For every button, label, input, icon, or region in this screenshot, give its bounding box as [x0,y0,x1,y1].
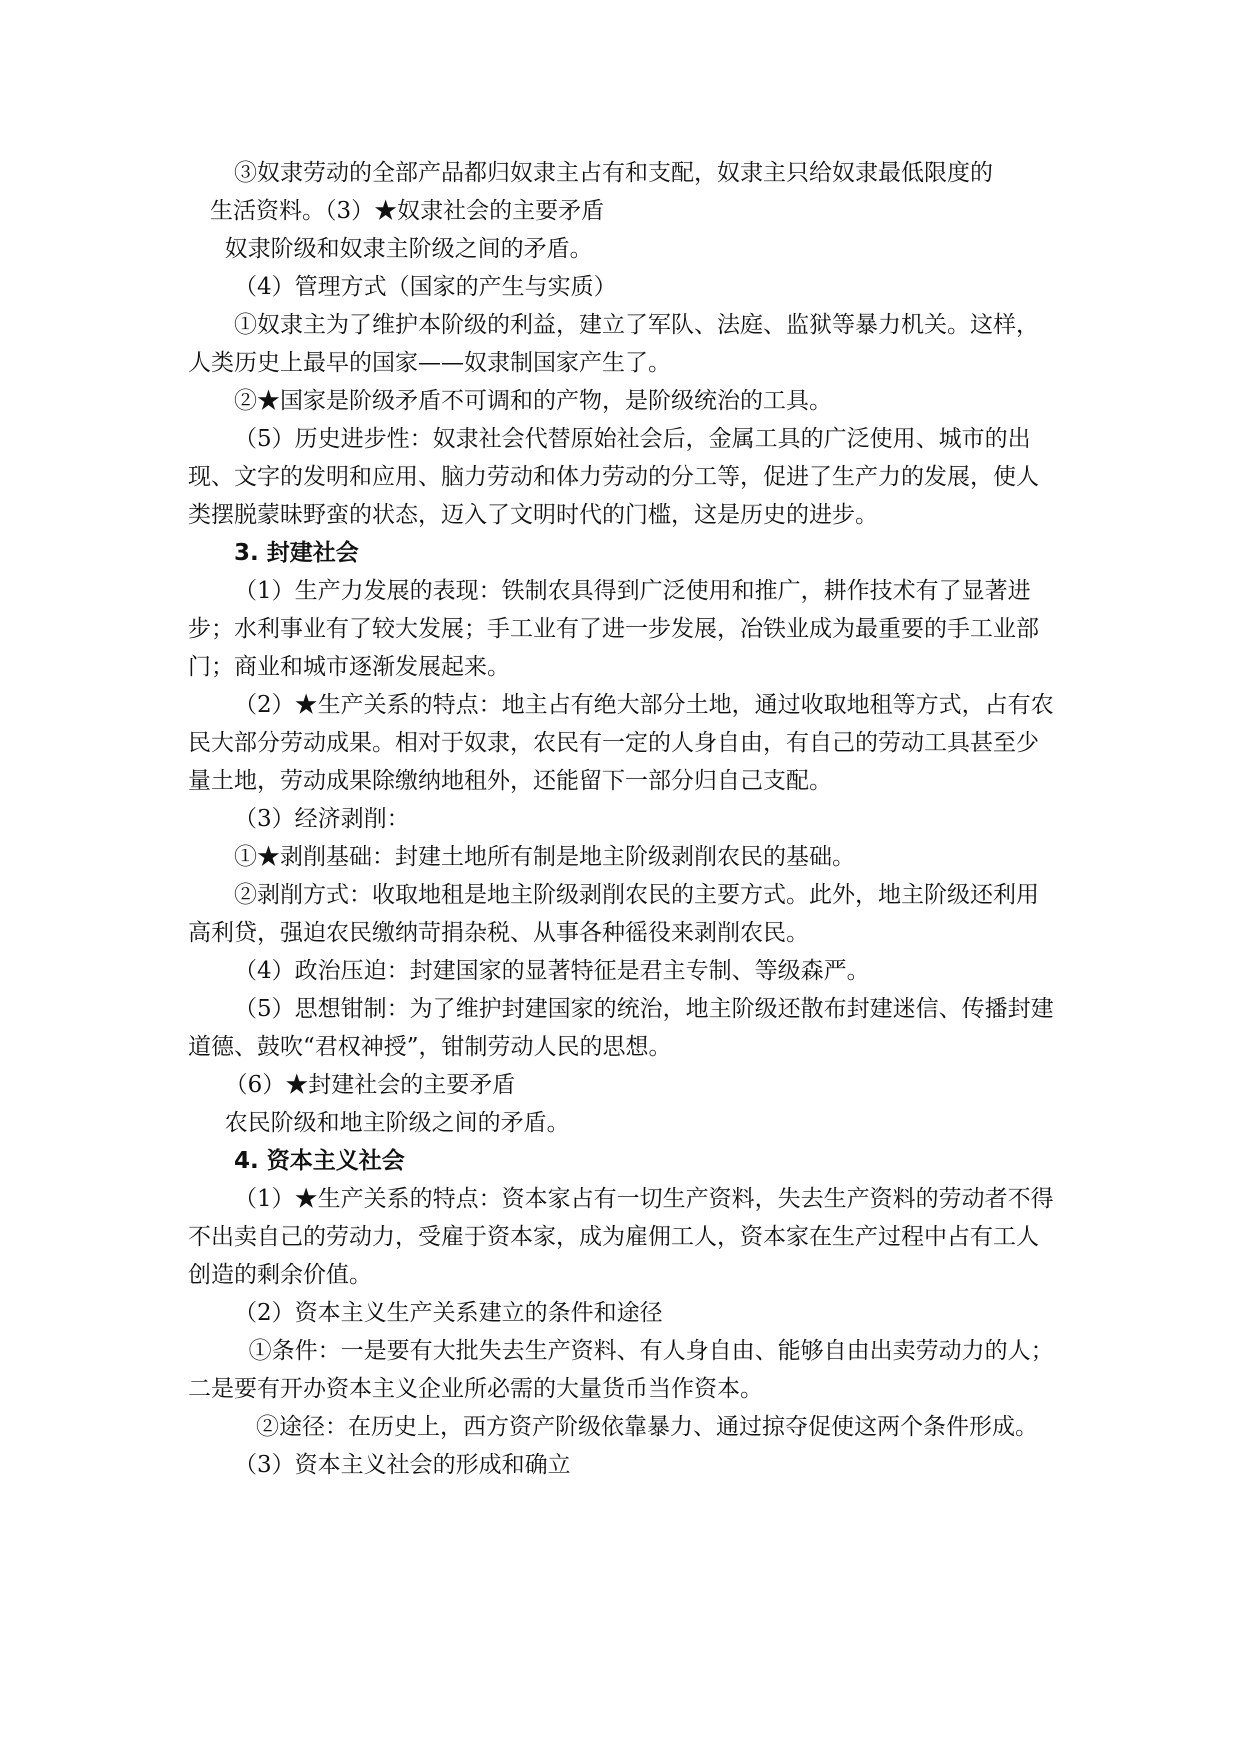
paragraph-feudal-relations: （2）★生产关系的特点：地主占有绝大部分土地，通过收取地租等方式，占有农民大部分劳动成果。相对于奴隶，农民有一定的人身自由，有自己的劳动工具甚至少量土地，劳动成果除缴纳地租外，还能留下一部分归自己支配。 [188,692,1054,794]
paragraph-slave-products: ③奴隶劳动的全部产品都归奴隶主占有和支配，奴隶主只给奴隶最低限度的 [234,160,993,186]
paragraph-state-origin: ①奴隶主为了维护本阶级的利益，建立了军队、法庭、监狱等暴力机关。这样，人类历史上最早的国家——奴隶制国家产生了。 [188,312,1039,376]
paragraph-slave-contradiction-heading: 生活资料。（3）★奴隶社会的主要矛盾 [188,198,605,224]
paragraph-political-oppression: （4）政治压迫：封建国家的显著特征是君主专制、等级森严。 [234,958,870,984]
paragraph-exploitation-method: ②剥削方式：收取地租是地主阶级剥削农民的主要方式。此外，地主阶级还利用高利贷，强迫农民缴纳苛捐杂税、从事各种徭役来剥削农民。 [188,882,1039,946]
paragraph-pathway: ②途径：在历史上，西方资产阶级依靠暴力、通过掠夺促使这两个条件形成。 [234,1414,1038,1440]
paragraph-capitalist-relations: （1）★生产关系的特点：资本家占有一切生产资料，失去生产资料的劳动者不得不出卖自己的劳动力，受雇于资本家，成为雇佣工人，资本家在生产过程中占有工人创造的剩余价值。 [188,1186,1054,1288]
paragraph-conditions: ①条件：一是要有大批失去生产资料、有人身自由、能够自由出卖劳动力的人；二是要有开办资本主义企业所必需的大量货币当作资本。 [188,1338,1054,1402]
section-heading-capitalist: 4. 资本主义社会 [234,1148,405,1174]
paragraph-slave-contradiction: 奴隶阶级和奴隶主阶级之间的矛盾。 [188,236,593,262]
paragraph-historical-progress: （5）历史进步性：奴隶社会代替原始社会后，金属工具的广泛使用、城市的出现、文字的发明和应用、脑力劳动和体力劳动的分工等，促进了生产力的发展，使人类摆脱蒙昧野蛮的状态，迈入了文明时代的门槛，这是历史的进步。 [188,426,1039,528]
paragraph-feudal-productivity: （1）生产力发展的表现：铁制农具得到广泛使用和推广，耕作技术有了显著进步；水利事业有了较大发展；手工业有了进一步发展，冶铁业成为最重要的手工业部门；商业和城市逐渐发展起来。 [188,578,1039,680]
paragraph-capitalist-conditions-heading: （2）资本主义生产关系建立的条件和途径 [234,1300,663,1326]
document-page [188,154,1056,1484]
paragraph-feudal-contradiction-heading: （6）★封建社会的主要矛盾 [188,1072,516,1098]
paragraph-state-essence: ②★国家是阶级矛盾不可调和的产物，是阶级统治的工具。 [234,388,832,414]
paragraph-economic-exploitation: （3）经济剥削： [234,806,410,832]
paragraph-feudal-contradiction: 农民阶级和地主阶级之间的矛盾。 [188,1110,570,1136]
paragraph-ideological-control: （5）思想钳制：为了维护封建国家的统治，地主阶级还散布封建迷信、传播封建道德、鼓吹“君权神授”，钳制劳动人民的思想。 [188,996,1054,1060]
paragraph-management-heading: （4）管理方式（国家的产生与实质） [234,274,617,300]
section-heading-feudal: 3. 封建社会 [234,540,359,566]
paragraph-capitalist-formation: （3）资本主义社会的形成和确立 [234,1452,571,1478]
paragraph-exploitation-basis: ①★剥削基础：封建土地所有制是地主阶级剥削农民的基础。 [234,844,855,870]
